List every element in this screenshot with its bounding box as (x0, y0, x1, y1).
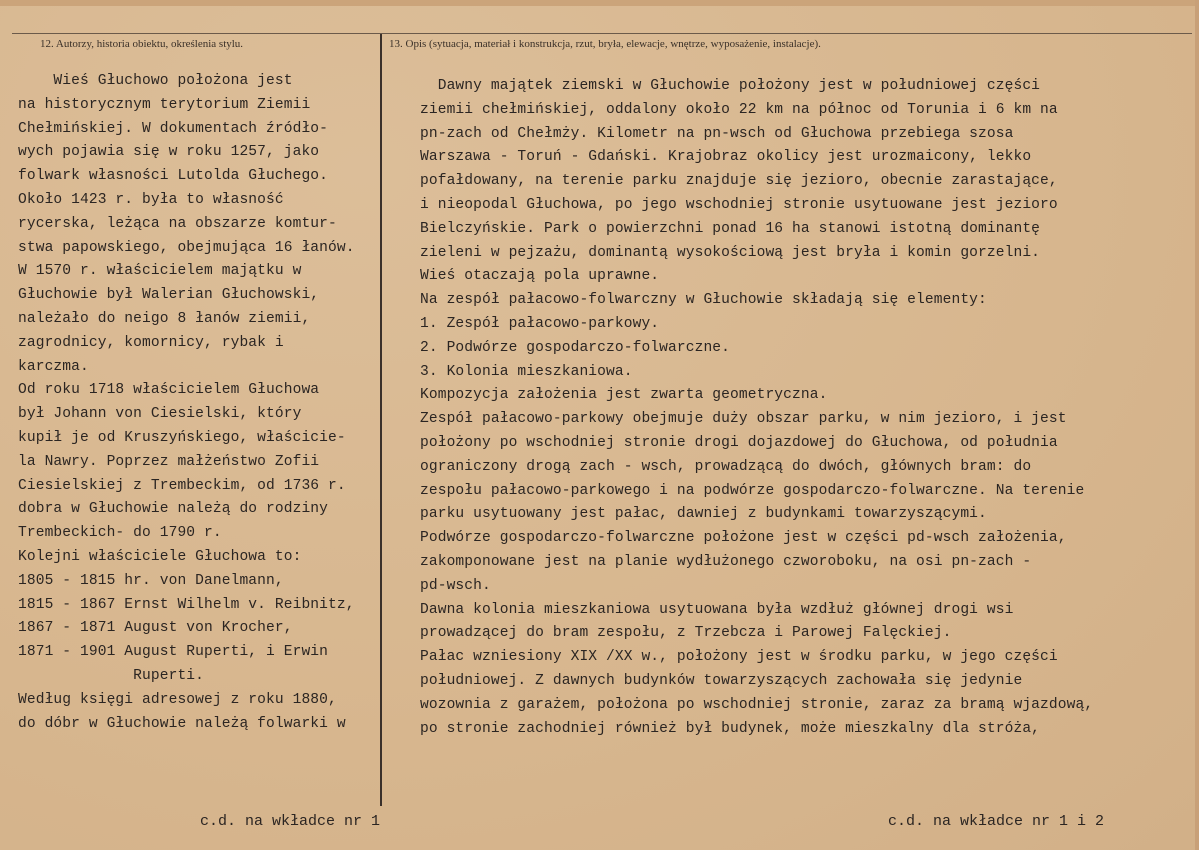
text-line: Trembeckich- do 1790 r. (18, 525, 222, 542)
text-line: parku usytuowany jest pałac, dawniej z budynkami towarzyszącymi. (420, 506, 987, 523)
text-line: był Johann von Ciesielski, który (18, 406, 302, 423)
paper-edge-right (1195, 0, 1199, 850)
text-line: Pałac wzniesiony XIX /XX w., położony jest w środku parku, w jego części (420, 649, 1058, 666)
text-line: Kolejni właściciele Głuchowa to: (18, 548, 302, 565)
text-line: karczma. (18, 358, 89, 375)
text-line: kupił je od Kruszyńskiego, właściciе- (18, 429, 346, 446)
text-line: pn-zach od Chełmży. Kilometr na pn-wsch od Głuchowa przebiega szosa (420, 125, 1014, 142)
text-line: Wieś Głuchowo położona jest (18, 73, 293, 89)
text-line: Warszawa - Toruń - Gdański. Krajobraz okolicy jest urozmaicony, lekko (420, 149, 1032, 166)
text-line: do dóbr w Głuchowie należą folwarki w (18, 715, 346, 732)
text-line: Ruperti. (18, 667, 205, 684)
column-divider (380, 34, 382, 806)
text-line: po stronie zachodniej również był budynek, może mieszkalny dla stróża, (420, 720, 1041, 737)
text-line: stwa papowskiego, obejmująca 16 łanów. (18, 239, 355, 256)
text-line: Dawny majątek ziemski w Głuchowie położony jest w południowej części (420, 78, 1041, 94)
text-line: Ciesielskiej z Trembeckim, od 1736 r. (18, 477, 346, 494)
text-line: W 1570 r. właścicielem majątku w (18, 263, 302, 280)
text-line: ziemii chełmińskiej, oddalony około 22 km na północ od Torunia i 6 km na (420, 101, 1058, 118)
right-continuation-note: c.d. na wkładce nr 1 i 2 (888, 813, 1105, 830)
text-line: Zespół pałacowo-parkowy obejmuje duży obszar parku, w nim jezioro, i jest (420, 411, 1067, 428)
left-continuation-note: c.d. na wkładce nr 1 (200, 813, 381, 830)
text-line: prowadzącej do bram zespołu, z Trzebcza i Parowej Falęckiej. (420, 625, 952, 642)
text-line: wych pojawia się w roku 1257, jako (18, 144, 320, 161)
text-line: należało do neigo 8 łanów ziemii, (18, 310, 311, 327)
text-line: Dawna kolonia mieszkaniowa usytuowana była wzdłuż głównej drogi wsi (420, 601, 1014, 618)
text-line: położony po wschodniej stronie drogi dojazdowej do Głuchowa, od południa (420, 434, 1058, 451)
text-line: 3. Kolonia mieszkaniowa. (420, 363, 633, 380)
text-line: południowej. Z dawnych budynków towarzyszących zachowała się jedynie (420, 672, 1023, 689)
text-line: zagrodnicy, komornicy, rybak i (18, 334, 284, 351)
top-rule (12, 33, 1192, 34)
paper-edge-top (0, 0, 1199, 6)
text-line: zakomponowane jest na planie wydłużonego czworoboku, na osi pn-zach - (420, 553, 1032, 570)
left-column-header: 12. Autorzy, historia obiektu, określenia stylu. (40, 38, 244, 50)
text-line: ograniczony drogą zach - wsch, prowadzącą do dwóch, głównych bram: do (420, 458, 1032, 475)
text-line: Kompozycja założenia jest zwarta geometryczna. (420, 387, 828, 404)
text-line: la Nawry. Poprzez małżeństwo Zofii (18, 453, 320, 470)
text-line: Głuchowie był Walerian Głuchowski, (18, 287, 320, 304)
text-line: 1867 - 1871 August von Krocher, (18, 620, 293, 637)
text-line: pofałdowany, na terenie parku znajduje się jezioro, obecnie zarastające, (420, 173, 1058, 190)
text-line: dobra w Głuchowie należą do rodziny (18, 501, 329, 518)
text-line: Około 1423 r. była to własność (18, 191, 284, 208)
right-column-header: 13. Opis (sytuacja, materiał i konstrukcja, rzut, bryła, elewacje, wnętrze, wyposażenie, instalacje). (389, 38, 821, 50)
text-line: Chełmińskiej. W dokumentach źródło- (18, 120, 329, 137)
text-line: Wieś otaczają pola uprawne. (420, 268, 660, 285)
text-line: Według księgi adresowej z roku 1880, (18, 691, 337, 708)
right-column-text (420, 75, 1093, 741)
text-line: 1871 - 1901 August Ruperti, i Erwin (18, 644, 329, 661)
text-line: wozownia z garażem, położona po wschodniej stronie, zaraz za bramą wjazdową, (420, 696, 1094, 713)
text-line: i nieopodal Głuchowa, po jego wschodniej stronie usytuowane jest jezioro (420, 196, 1058, 213)
text-line: 1805 - 1815 hr. von Danelmann, (18, 572, 284, 589)
text-line: rycerska, leżąca na obszarze komtur- (18, 215, 337, 232)
text-line: zespołu pałacowo-parkowego i na podwórze gospodarczo-folwarczne. Na terenie (420, 482, 1085, 499)
text-line: 2. Podwórze gospodarczo-folwarczne. (420, 339, 731, 356)
text-line: Od roku 1718 właścicielem Głuchowa (18, 382, 320, 399)
text-line: na historycznym terytorium Ziemii (18, 96, 311, 113)
text-line: Bielczyńskie. Park o powierzchni ponad 16 ha stanowi istotną dominantę (420, 220, 1041, 237)
text-line: folwark własności Lutolda Głuchego. (18, 168, 329, 185)
text-line: 1. Zespół pałacowo-parkowy. (420, 315, 660, 332)
text-line: Na zespół pałacowo-folwarczny w Głuchowie składają się elementy: (420, 292, 987, 309)
text-line: Podwórze gospodarczo-folwarczne położone jest w części pd-wsch założenia, (420, 530, 1067, 547)
left-column-text (18, 70, 355, 736)
text-line: pd-wsch. (420, 577, 491, 594)
text-line: 1815 - 1867 Ernst Wilhelm v. Reibnitz, (18, 596, 355, 613)
text-line: zieleni w pejzażu, dominantą wysokościową jest bryła i komin gorzelni. (420, 244, 1041, 261)
